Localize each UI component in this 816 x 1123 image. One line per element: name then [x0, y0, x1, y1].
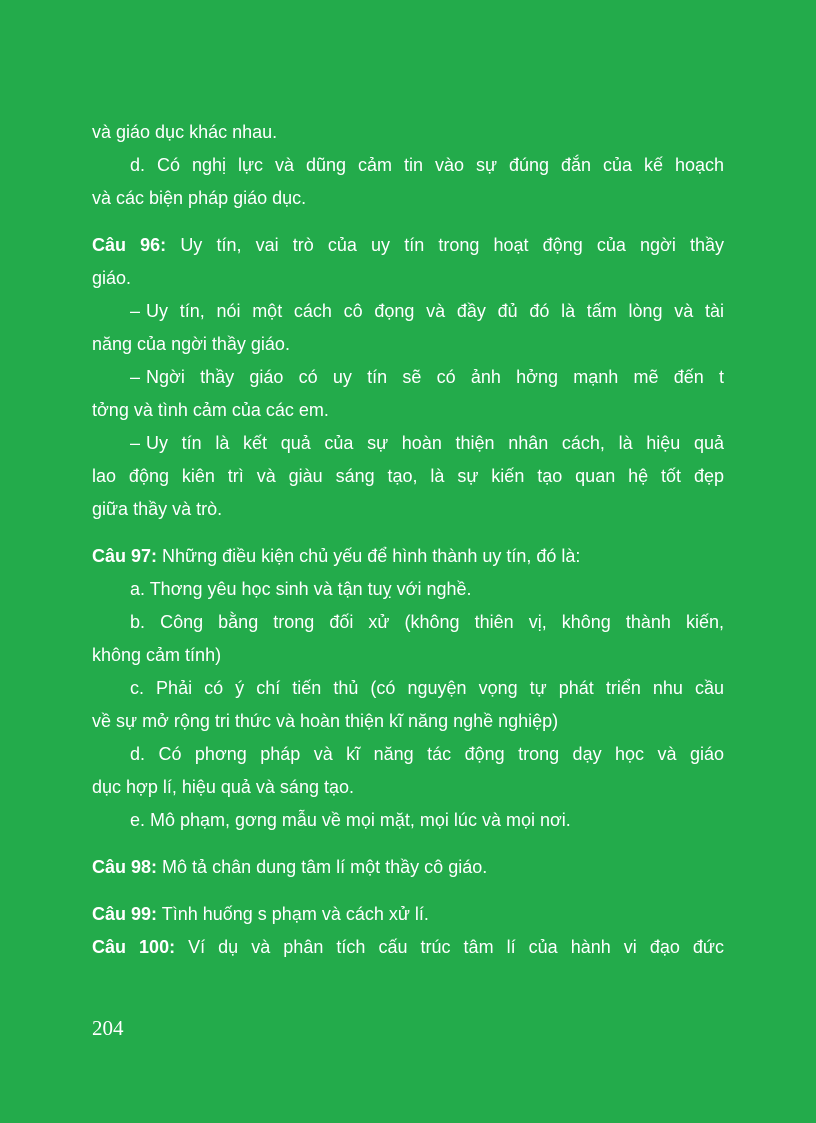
question-99-text: Tình huống s phạm và cách xử lí.	[161, 904, 429, 924]
question-98-text: Mô tả chân dung tâm lí một thầy cô giáo.	[162, 857, 488, 877]
question-97-label: Câu 97:	[92, 546, 158, 566]
page-number: 204	[92, 1016, 124, 1040]
bullet-1-line-2: năng của ngời thầy giáo.	[92, 334, 290, 354]
item-97-e: e. Mô phạm, gơng mẫu về mọi mặt, mọi lúc và mọi nơi.	[130, 810, 571, 830]
item-d-line-2: và các biện pháp giáo dục.	[92, 188, 307, 208]
question-96	[92, 229, 724, 262]
item-97-d-line-2: dục hợp lí, hiệu quả và sáng tạo.	[92, 777, 354, 797]
bullet-2-line-2: tởng và tình cảm của các em.	[92, 400, 329, 420]
bullet-3-line-3: giữa thầy và trò.	[92, 499, 223, 519]
question-100-text: Ví dụ và phân tích cấu trúc tâm lí của hành vi đạo đức	[188, 937, 724, 957]
item-97-c-line-1: c. Phải có ý chí tiến thủ (có nguyện vọng tự phát triển nhu cầu	[130, 678, 724, 698]
question-100-label: Câu 100:	[92, 937, 176, 957]
dash-icon: –	[130, 433, 141, 453]
question-98	[92, 851, 724, 884]
page-body	[92, 116, 724, 964]
item-d-line-1: d. Có nghị lực và dũng cảm tin vào sự đúng đắn của kế hoạch	[130, 155, 724, 175]
bullet-3-line-1	[92, 427, 724, 460]
item-97-c-line-2: về sự mở rộng tri thức và hoàn thiện kĩ năng nghề nghiệp)	[92, 711, 559, 731]
bullet-1-text: Uy tín, nói một cách cô đọng và đầy đủ đó là tấm lòng và tài	[146, 301, 724, 321]
item-97-b-line-2: không cảm tính)	[92, 645, 222, 665]
bullet-3-line-2: lao động kiên trì và giàu sáng tạo, là sự kiến tạo quan hệ tốt đẹp	[92, 466, 724, 486]
question-96-label: Câu 96:	[92, 235, 167, 255]
question-99-label: Câu 99:	[92, 904, 158, 924]
item-97-a: a. Thơng yêu học sinh và tận tuỵ với nghề.	[130, 579, 472, 599]
dash-icon: –	[130, 367, 141, 387]
question-97-text: Những điều kiện chủ yếu để hình thành uy tín, đó là:	[162, 546, 581, 566]
question-100	[92, 931, 724, 964]
bullet-2-text: Ngời thầy giáo có uy tín sẽ có ảnh hởng mạnh mẽ đến t	[146, 367, 724, 387]
bullet-2-line-1	[92, 361, 724, 394]
dash-icon: –	[130, 301, 141, 321]
question-96-text: Uy tín, vai trò của uy tín trong hoạt động của ngời thầy	[180, 235, 724, 255]
item-97-d-line-1: d. Có phơng pháp và kĩ năng tác động trong dạy học và giáo	[130, 744, 724, 764]
question-96-cont: giáo.	[92, 268, 132, 288]
question-99	[92, 898, 724, 931]
question-98-label: Câu 98:	[92, 857, 158, 877]
question-97	[92, 540, 724, 573]
text-line: và giáo dục khác nhau.	[92, 122, 278, 142]
item-97-b-line-1: b. Công bằng trong đối xử (không thiên vị, không thành kiến,	[130, 612, 724, 632]
bullet-3-text: Uy tín là kết quả của sự hoàn thiện nhân cách, là hiệu quả	[146, 433, 724, 453]
bullet-1-line-1	[92, 295, 724, 328]
